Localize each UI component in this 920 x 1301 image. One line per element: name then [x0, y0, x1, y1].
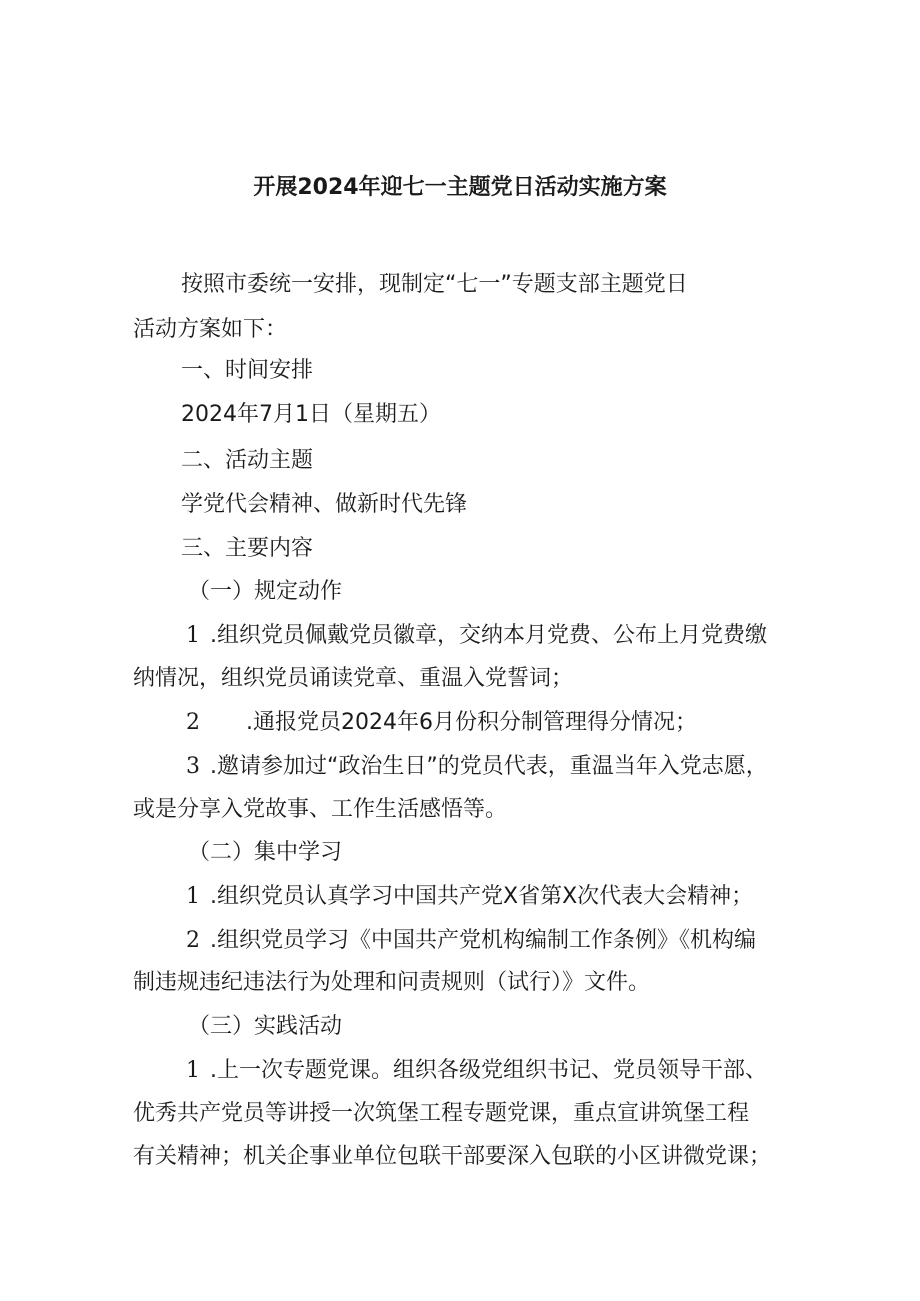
sub1-item-2-number: 2 — [186, 710, 200, 735]
subsection-2-heading: （二）集中学习 — [188, 840, 343, 865]
sub1-item-3-text: .邀请参加过“政治生日”的党员代表，重温当年入党志愿， — [210, 754, 768, 779]
sub1-item-2-line-1 — [186, 708, 697, 738]
sub2-item-1-text: .组织党员认真学习中国共产党X省第X次代表大会精神； — [210, 884, 754, 909]
sub1-item-3-line-1 — [186, 752, 768, 782]
sub2-item-2-text: .组织党员学习《中国共产党机构编制工作条例》《机构编 — [210, 928, 756, 953]
sub1-item-2-text: .通报党员2024年6月份积分制管理得分情况； — [246, 710, 697, 735]
sub1-item-1-number: 1 — [186, 623, 200, 648]
sub3-item-1-text: .上一次专题党课。组织各级党组织书记、党员领导干部、 — [210, 1058, 767, 1083]
document-title: 开展2024年迎七一主题党日活动实施方案 — [253, 175, 667, 200]
sub2-item-1-line-1 — [186, 882, 753, 912]
sub2-item-1-number: 1 — [186, 884, 200, 909]
sub3-item-1-line-2: 优秀共产党员等讲授一次筑堡工程专题党课，重点宣讲筑堡工程 — [133, 1101, 750, 1126]
sub1-item-1-line-2: 纳情况，组织党员诵读党章、重温入党誓词； — [133, 666, 574, 691]
sub1-item-3-number: 3 — [186, 754, 200, 779]
sub3-item-1-number: 1 — [186, 1058, 200, 1083]
section-3-heading: 三、主要内容 — [181, 536, 314, 561]
section-1-date: 2024年7月1日（星期五） — [181, 402, 441, 427]
sub2-item-2-line-1 — [186, 926, 756, 956]
subsection-3-heading: （三）实践活动 — [188, 1014, 343, 1039]
section-2-heading: 二、活动主题 — [181, 448, 314, 473]
sub1-item-3-line-2: 或是分享入党故事、工作生活感悟等。 — [133, 797, 508, 822]
sub1-item-1-text: .组织党员佩戴党员徽章，交纳本月党费、公布上月党费缴 — [210, 623, 767, 648]
sub1-item-1-line-1 — [186, 621, 767, 651]
sub2-item-2-line-2: 制违规违纪违法行为处理和问责规则（试行）》文件。 — [133, 970, 651, 995]
intro-line-1: 按照市委统一安排，现制定“七一”专题支部主题党日 — [181, 272, 688, 297]
section-2-theme: 学党代会精神、做新时代先锋 — [181, 492, 468, 517]
sub3-item-1-line-1 — [186, 1056, 767, 1086]
intro-line-2: 活动方案如下： — [133, 317, 288, 342]
sub3-item-1-line-3: 有关精神；机关企事业单位包联干部要深入包联的小区讲微党课； — [133, 1144, 772, 1169]
subsection-1-heading: （一）规定动作 — [188, 579, 343, 604]
section-1-heading: 一、时间安排 — [181, 358, 314, 383]
sub2-item-2-number: 2 — [186, 928, 200, 953]
